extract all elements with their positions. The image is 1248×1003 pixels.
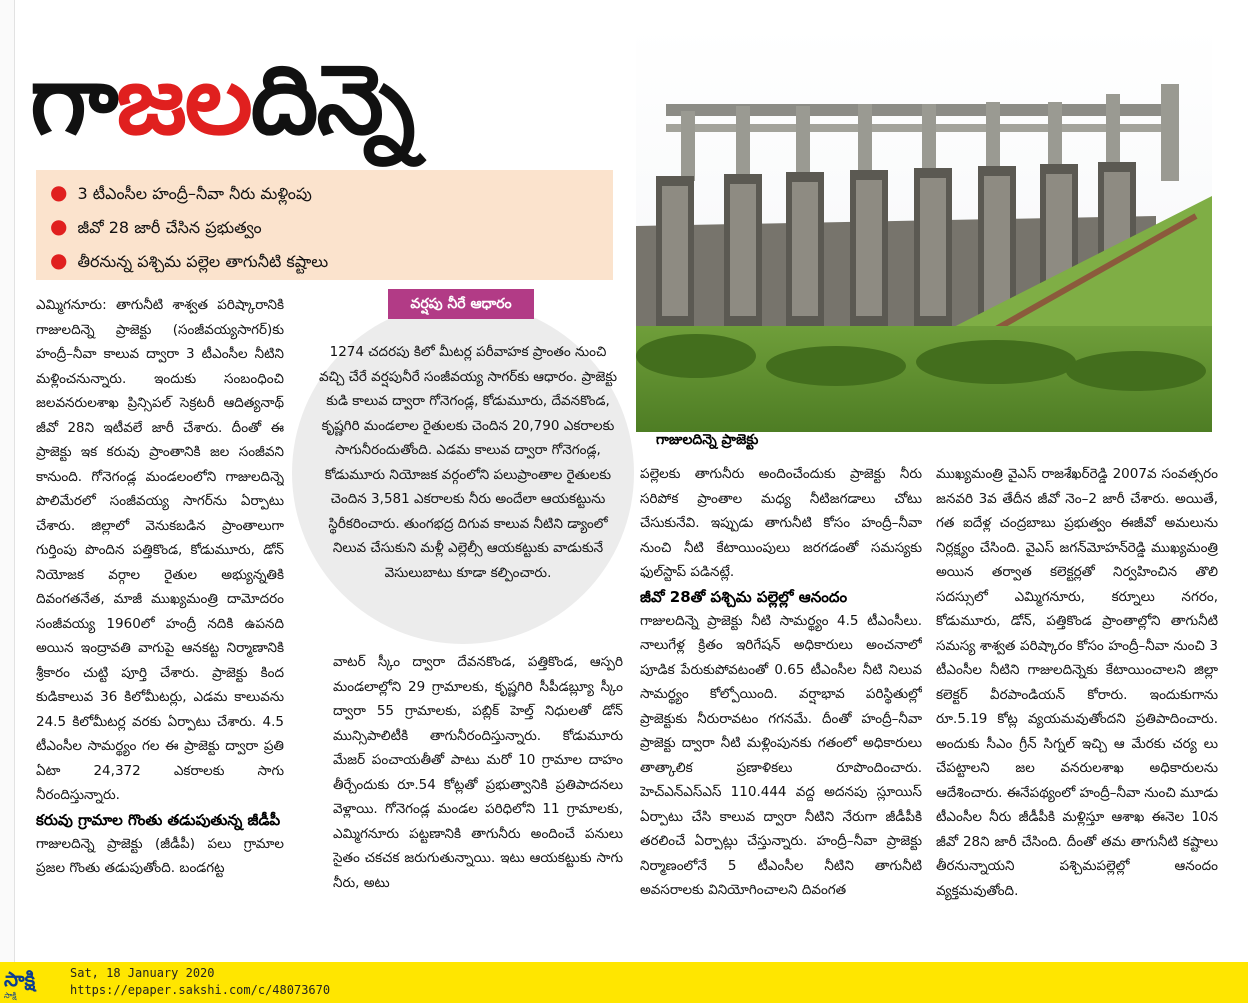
epaper-url-link[interactable]: https://epaper.sakshi.com/c/48073670 [70, 983, 331, 997]
highlight-item: ● 3 టీఎంసీల హంద్రీ–నీవా నీరు మళ్లింపు [50, 180, 312, 204]
adjacent-page-edge [0, 0, 15, 962]
column-4-text: ముఖ్యమంత్రి వైఎస్ రాజశేఖర్‌రెడ్డి 2007వ సంవత్సరం జనవరి 3వ తేదీన జీవో నెం–2 జారీ చేశారు. అయితే, గత ఐదేళ్ల చంద్రబాబు ప్రభుత్వం ఈజీవో అమలును నిర్లక్ష్యం చేసింది. వైఎస్ జగన్‌మోహన్‌రెడ్డి ముఖ్యమంత్రి అయిన తర్వాత కలెక్టర్లతో నిర్వహించిన తొలి సదస్సులో ఎమ్మిగనూరు, కర్నూలు నగరం, కోడుమూరు, డోన్, పత్తికొండ ప్రాంతాల్లోని తాగునీటి సమస్య శాశ్వత పరిష్కారం కోసం హంద్రీ–నీవా నుంచి 3 టీఎంసీల నీటిని గాజులదిన్నెకు కేటాయించాలని జిల్లా కలెక్టర్ వీరపాండియన్ కోరారు. ఇందుకుగాను రూ.5.19 కోట్ల వ్యయమవుతోందని ప్రతిపాదించారు. అందుకు సీఎం గ్రీన్ సిగ్నల్ ఇచ్చి ఆ మేరకు చర్య లు చేపట్టాలని జల వనరులశాఖ అధికారులను ఆదేశించారు. ఈనేపథ్యంలో హంద్రీ–నీవా నుంచి మూడు టీఎంసీల నీరు జీడీపీకి మళ్లిస్తూ ఆశాఖ ఈనెల 10న జీవో 28ని జారీ చేసింది. దీంతో తమ తాగునీటి కష్టాలు తీరనున్నాయని పశ్చిమపల్లెల్లో ఆనందం వ్యక్తమవుతోంది. [936, 466, 1218, 899]
column-1-subhead: కరువు గ్రామాల గొంతు తడుపుతున్న జీడీపీ [36, 810, 281, 829]
article-column-1 [36, 293, 284, 948]
article-column-2 [333, 650, 623, 948]
headline-part-3: దిన్నె [250, 44, 414, 156]
headline [30, 30, 630, 170]
column-1-after: గాజులదిన్నె ప్రాజెక్టు (జీడీపీ) పలు గ్రామాల ప్రజల గొంతు తడుపుతోంది. బండగట్ట [36, 835, 284, 876]
photo-caption: గాజులదిన్నె ప్రాజెక్టు [656, 432, 759, 448]
headline-part-1: గా [30, 44, 117, 156]
info-box-text: 1274 చదరపు కిలో మీటర్ల పరీవాహక ప్రాంతం నుంచి వచ్చి చేరే వర్షపునీరే సంజీవయ్య సాగర్‌కు ఆధారం. ప్రాజెక్టు కుడి కాలువ ద్వారా గోనెగండ్ల, కోడుమూరు, దేవనకొండ, కృష్ణగిరి మండలాల రైతులకు చెందిన 20,790 ఎకరాలకు సాగునీరందుతోంది. ఎడమ కాలువ ద్వారా గోనెగండ్ల, కోడుమూరు నియోజక వర్గంలోని పలుప్రాంతాల రైతులకు చెందిన 3,581 ఎకరాలకు నీరు అందేలా ఆయకట్టును స్థిరీకరించారు. తుంగభద్ర దిగువ కాలువ నీటిని డ్యాంలో నిలువ చేసుకుని మళ్లీ ఎల్లెల్సీ ఆయకట్టుకు వాడుకునే వెసులుబాటు కూడా కల్పించారు. [318, 344, 618, 581]
article-column-4 [936, 462, 1218, 948]
highlight-item: ● జీవో 28 జారీ చేసిన ప్రభుత్వం [50, 214, 262, 238]
highlights-box [36, 170, 613, 280]
article-column-3 [640, 462, 922, 948]
bullet-icon: ● [50, 214, 68, 238]
column-1-intro: ఎమ్మిగనూరు: తాగునీటి శాశ్వత పరిష్కారానికి గాజులదిన్నె ప్రాజెక్టు (సంజీవయ్యసాగర్)కు హంద్రీ–నీవా కాలువ ద్వారా 3 టీఎంసీల నీటిని మళ్లించనున్నారు. ఇందుకు సంబంధించి జలవనరులశాఖ ప్రిన్సిపల్ సెక్రటరీ ఆదిత్యనాథ్ జీవో 28ని ఇటీవలే జారీ చేశారు. దీంతో ఈ ప్రాజెక్టు ఇక కరువు ప్రాంతానికి జల సంజీవని కానుంది. గోనెగండ్ల మండలంలోని గాజులదిన్నె పొలిమేరలో సంజీవయ్య సాగర్‌ను ఏర్పాటు చేశారు. జిల్లాలో వెనుకబడిన ప్రాంతాలుగా గుర్తింపు పొందిన పత్తికొండ, కోడుమూరు, డోన్ నియోజక వర్గాల రైతుల అభ్యున్నతికి దివంగతనేత, మాజీ ముఖ్యమంత్రి దామోదరం సంజీవయ్య 1960లో హంద్రీ నదికి ఉపనది అయిన ఇంద్రావతి వాగుపై ఆనకట్ట నిర్మాణానికి శ్రీకారం చుట్టి పూర్తి చేశారు. ప్రాజెక్టు కింద కుడికాలువ 36 కిలోమీటర్లు, ఎడమ కాలువను 24.5 కిలోమీటర్ల వరకు ఏర్పాటు చేశారు. 4.5 టీఎంసీల సామర్థ్యం గల ఈ ప్రాజెక్టు ద్వారా ప్రతి ఏటా 24,372 ఎకరాలకు సాగు నీరందిస్తున్నారు. [36, 297, 284, 803]
column-3-text-2: గాజులదిన్నె ప్రాజెక్టు నీటి సామర్థ్యం 4.5 టీఎంసీలు. నాలుగేళ్ల క్రితం ఇరిగేషన్ అధికారులు అంచనాలో పూడిక పేరుకుపోవటంతో 0.65 టీఎంసీల నీటి నిలువ సామర్థ్యం కోల్పోయింది. వర్షాభావ పరిస్థితుల్లో ప్రాజెక్టుకు నీరురావటం గగనమే. దీంతో హంద్రీ–నీవా ప్రాజెక్టు ద్వారా నీటి మళ్లింపునకు గతంలో అధికారులు తాత్కాలిక ప్రణాళికలు రూపొందించారు. హెచ్ఎన్ఎస్ఎస్ 110.444 వద్ద అదనపు స్లూయిస్ ఏర్పాటు చేసి కాలువ ద్వారా నీటిని నేరుగా జీడీపీకి తరలించే ఏర్పాట్లు చేస్తున్నారు. హంద్రీ–నీవా ప్రాజెక్టు నిర్మాణంలోనే 5 టీఎంసీల నీటిని తాగునీటి అవసరాలకు వినియోగించాలని దివంగత [640, 612, 922, 898]
sakshi-logo: సాక్షి సాక్షి [4, 967, 36, 1000]
column-3-subhead: జీవో 28తో పశ్చిమ పల్లెల్లో ఆనందం [640, 587, 848, 606]
dam-photo [636, 26, 1212, 432]
headline-part-2: జల [116, 44, 251, 156]
info-box-title: వర్షపు నీరే ఆధారం [388, 289, 534, 319]
highlight-item: ● తీరనున్న పశ్చిమ పల్లెల తాగునీటి కష్టాలు [50, 248, 329, 272]
bullet-icon: ● [50, 248, 68, 272]
edition-date: Sat, 18 January 2020 [70, 966, 215, 980]
column-2-text: వాటర్ స్కీం ద్వారా దేవనకొండ, పత్తికొండ, ఆస్పరి మండలాల్లోని 29 గ్రామాలకు, కృష్ణగిరి సీపీడబ్ల్యూ స్కీం ద్వారా 55 గ్రామాలకు, పబ్లిక్ హెల్త్ నిధులతో డోన్ మున్సిపాలిటీకి తాగునీరందిస్తున్నారు. కోడుమూరు మేజర్ పంచాయతీతో పాటు మరో 10 గ్రామాల దాహం తీర్చేందుకు రూ.54 కోట్లతో ప్రభుత్వానికి ప్రతిపాదనలు వెళ్లాయి. గోనెగండ్ల మండల పరిధిలోని 11 గ్రామాలకు, ఎమ్మిగనూరు పట్టణానికి తాగునీరు అందించే పనులు సైతం చకచక జరుగుతున్నాయి. ఇటు ఆయకట్టుకు సాగు నీరు, అటు [333, 654, 623, 891]
bullet-icon: ● [50, 180, 68, 204]
column-3-text-1: పల్లెలకు తాగునీరు అందించేందుకు ప్రాజెక్టు నీరు సరిపోక ప్రాంతాల మధ్య నీటిజగడాలు చోటు చేసుకునేవి. ఇప్పుడు తాగునీటి కోసం హంద్రీ–నీవా నుంచి నీటి కేటాయింపులు జరగడంతో సమస్యకు ఫుల్‌స్టాప్ పడినట్లే. [640, 466, 922, 580]
